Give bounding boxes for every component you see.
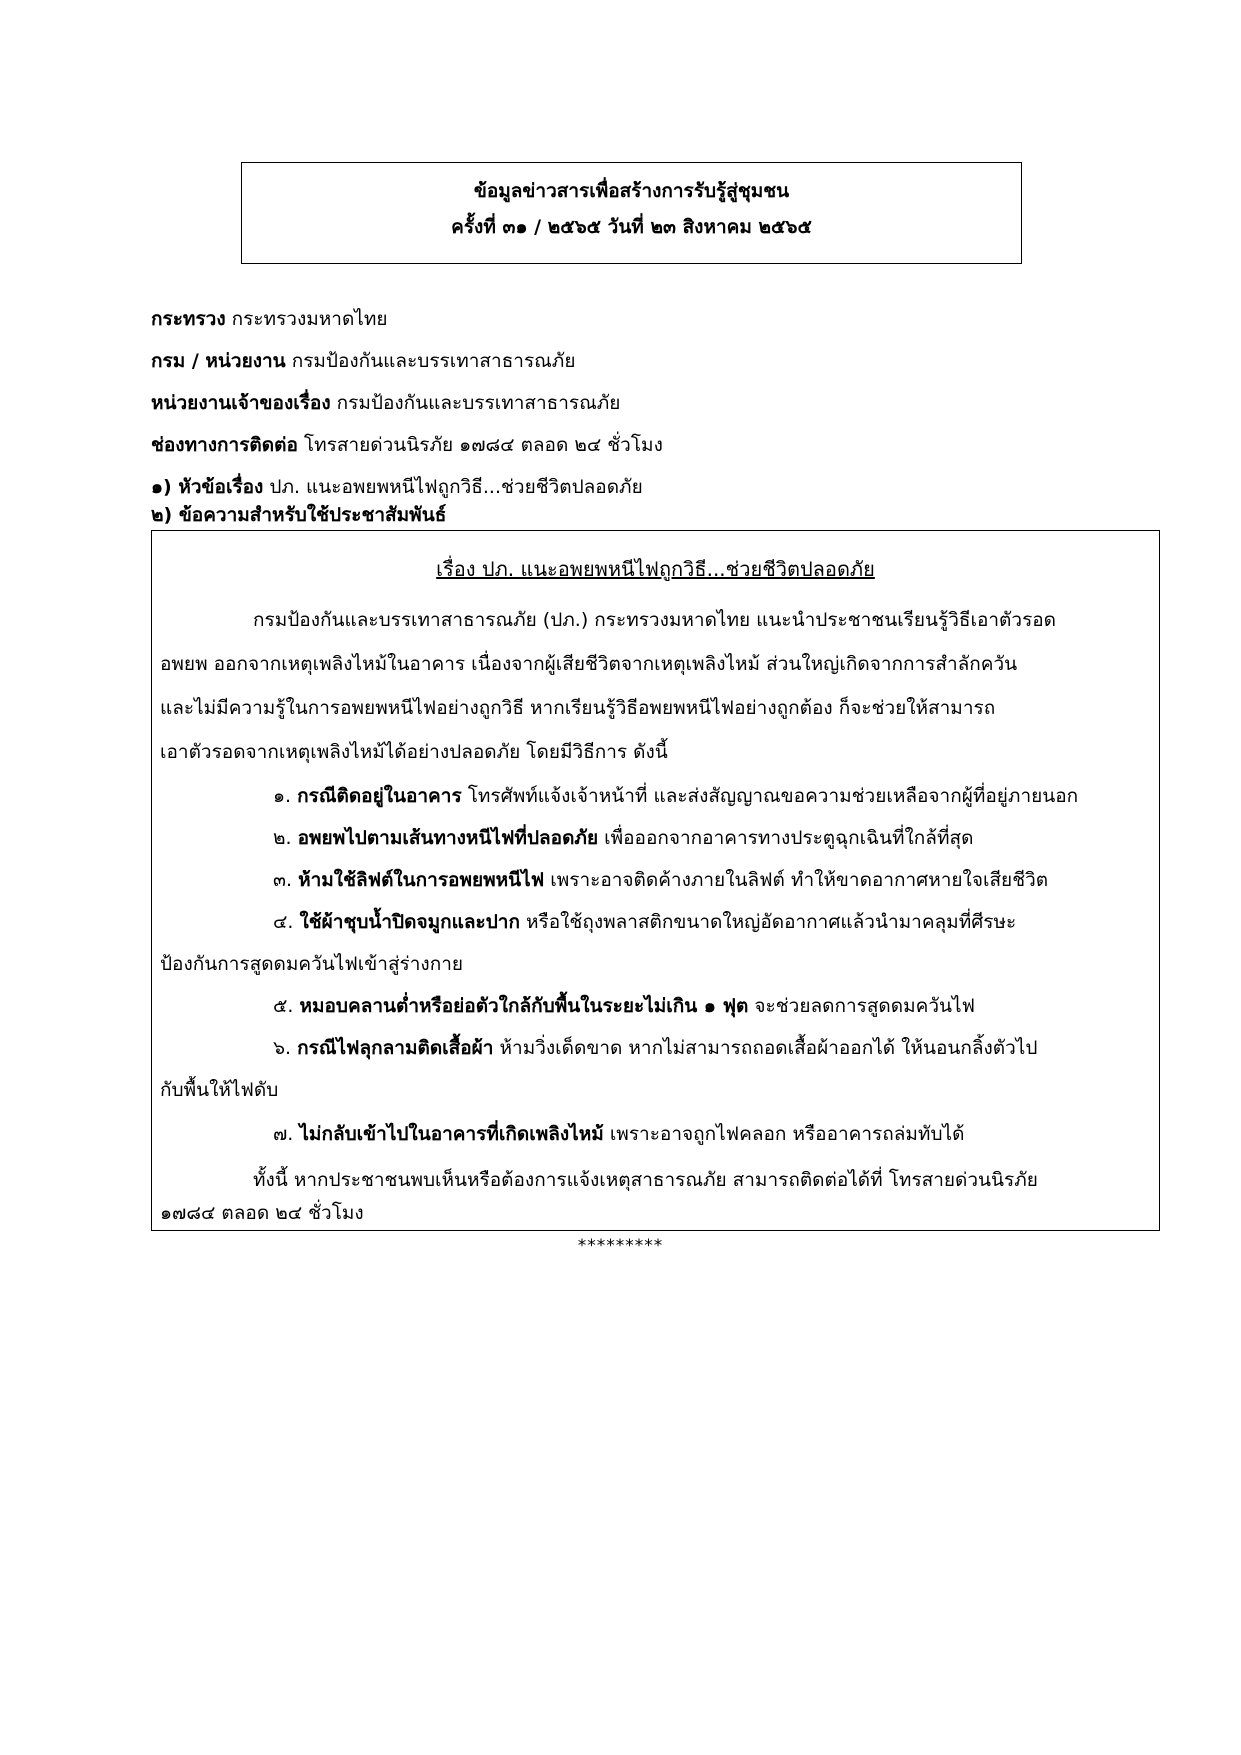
intro-line: อพยพ ออกจากเหตุเพลิงไหม้ในอาคาร เนื่องจากผู้เสียชีวิตจากเหตุเพลิงไหม้ ส่วนใหญ่เกิดจากการสำลักควัน — [160, 653, 1018, 675]
item-number: ๒. — [273, 827, 292, 849]
meta-department — [151, 348, 575, 374]
item-number: ๕. — [273, 995, 294, 1017]
item-bold: หมอบคลานต่ำหรือย่อตัวใกล้กับพื้นในระยะไม่เกิน ๑ ฟุต — [299, 995, 749, 1017]
item-bold: ห้ามใช้ลิฟต์ในการอพยพหนีไฟ — [298, 869, 545, 891]
meta-topic-value: ปภ. แนะอพยพหนีไฟถูกวิธี...ช่วยชีวิตปลอดภัย — [269, 476, 643, 498]
item-text: เพราะอาจติดค้างภายในลิฟต์ ทำให้ขาดอากาศหายใจเสียชีวิต — [550, 869, 1049, 891]
intro-line: เอาตัวรอดจากเหตุเพลิงไหม้ได้อย่างปลอดภัย โดยมีวิธีการ ดังนี้ — [160, 741, 668, 763]
end-marker: ********* — [577, 1236, 664, 1256]
item-number: ๓. — [273, 869, 293, 891]
item-number: ๗. — [273, 1123, 294, 1145]
item-text: ห้ามวิ่งเด็ดขาด หากไม่สามารถถอดเสื้อผ้าออกได้ ให้นอนกลิ้งตัวไป — [499, 1037, 1038, 1059]
pr-content-box — [151, 530, 1160, 1231]
intro-line: กรมป้องกันและบรรเทาสาธารณภัย (ปภ.) กระทรวงมหาดไทย แนะนำประชาชนเรียนรู้วิธีเอาตัวรอด — [253, 609, 1057, 631]
meta-contact — [151, 432, 663, 458]
meta-contact-value: โทรสายด่วนนิรภัย ๑๗๘๔ ตลอด ๒๔ ชั่วโมง — [303, 434, 663, 456]
intro-line: และไม่มีความรู้ในการอพยพหนีไฟอย่างถูกวิธี หากเรียนรู้วิธีอพยพหนีไฟอย่างถูกต้อง ก็จะช่วยให้สามารถ — [160, 697, 996, 719]
list-item — [273, 993, 975, 1019]
list-item-continuation: ป้องกันการสูดดมควันไฟเข้าสู่ร่างกาย — [160, 953, 463, 975]
item-bold: อพยพไปตามเส้นทางหนีไฟที่ปลอดภัย — [297, 827, 599, 849]
content-headline: เรื่อง ปภ. แนะอพยพหนีไฟถูกวิธี...ช่วยชีวิตปลอดภัย — [436, 557, 875, 581]
item-bold: กรณีติดอยู่ในอาคาร — [297, 785, 462, 807]
meta-ministry-label: กระทรวง — [151, 308, 226, 330]
closing-line: ทั้งนี้ หากประชาชนพบเห็นหรือต้องการแจ้งเหตุสาธารณภัย สามารถติดต่อได้ที่ โทรสายด่วนนิรภัย — [253, 1169, 1038, 1191]
meta-department-value: กรมป้องกันและบรรเทาสาธารณภัย — [291, 350, 576, 372]
list-item — [273, 867, 1048, 893]
meta-pr-label: ๒) ข้อความสำหรับใช้ประชาสัมพันธ์ — [151, 504, 447, 526]
item-number: ๑. — [273, 785, 292, 807]
list-item — [273, 1035, 1037, 1061]
item-bold: กรณีไฟลุกลามติดเสื้อผ้า — [297, 1037, 494, 1059]
meta-owner-label: หน่วยงานเจ้าของเรื่อง — [151, 392, 331, 414]
meta-contact-label: ช่องทางการติดต่อ — [151, 434, 298, 456]
list-item — [273, 909, 1016, 935]
meta-ministry-value: กระทรวงมหาดไทย — [231, 308, 388, 330]
meta-owner-value: กรมป้องกันและบรรเทาสาธารณภัย — [336, 392, 621, 414]
item-bold: ไม่กลับเข้าไปในอาคารที่เกิดเพลิงไหม้ — [299, 1123, 604, 1145]
meta-department-label: กรม / หน่วยงาน — [151, 350, 286, 372]
header-box — [241, 162, 1022, 264]
meta-topic — [151, 474, 643, 500]
header-title: ข้อมูลข่าวสารเพื่อสร้างการรับรู้สู่ชุมชน — [473, 180, 790, 202]
item-text: จะช่วยลดการสูดดมควันไฟ — [754, 995, 975, 1017]
meta-topic-label: ๑) หัวข้อเรื่อง — [151, 476, 264, 498]
item-number: ๖. — [273, 1037, 292, 1059]
meta-ministry — [151, 306, 388, 332]
item-number: ๔. — [273, 911, 294, 933]
list-item — [273, 825, 973, 851]
list-item — [273, 783, 1078, 809]
list-item-continuation: กับพื้นให้ไฟดับ — [160, 1079, 279, 1101]
item-text: เพื่อออกจากอาคารทางประตูฉุกเฉินที่ใกล้ที่สุด — [604, 827, 974, 849]
item-text: เพราะอาจถูกไฟคลอก หรืออาคารถล่มทับได้ — [609, 1123, 965, 1145]
item-text: โทรศัพท์แจ้งเจ้าหน้าที่ และส่งสัญญาณขอความช่วยเหลือจากผู้ที่อยู่ภายนอก — [467, 785, 1079, 807]
closing-line: ๑๗๘๔ ตลอด ๒๔ ชั่วโมง — [160, 1202, 364, 1224]
list-item — [273, 1121, 964, 1147]
item-bold: ใช้ผ้าชุบน้ำปิดจมูกและปาก — [299, 911, 520, 933]
header-issue: ครั้งที่ ๓๑ / ๒๕๖๕ วันที่ ๒๓ สิงหาคม ๒๕๖๕ — [451, 216, 812, 238]
meta-owner — [151, 390, 620, 416]
item-text: หรือใช้ถุงพลาสติกขนาดใหญ่อัดอากาศแล้วนำมาคลุมที่ศีรษะ — [526, 911, 1017, 933]
